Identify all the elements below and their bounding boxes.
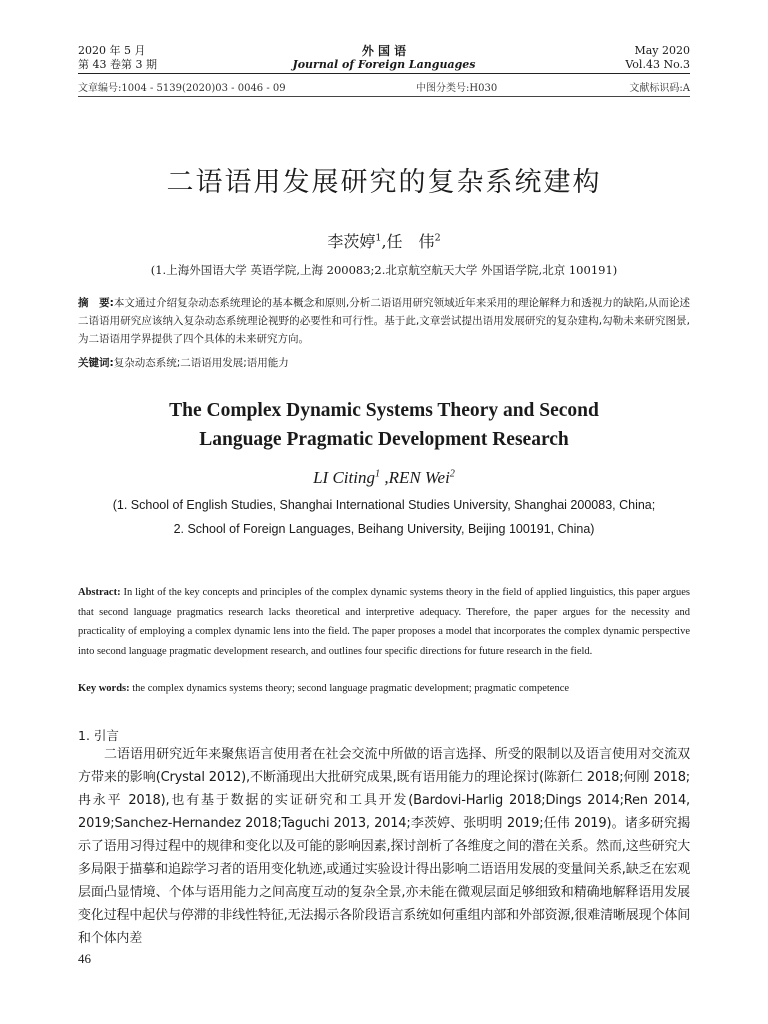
title-en-line-1: The Complex Dynamic Systems Theory and Second (169, 400, 599, 421)
author-1-en-sup: 1 (374, 468, 381, 480)
affiliation-en-line-1: (1. School of English Studies, Shanghai International Studies University, Shanghai 200083, China; (112, 498, 656, 512)
author-1-en: LI Citing (313, 468, 375, 487)
abstract-en-label: Abstract: (78, 587, 121, 598)
keywords-en (78, 683, 690, 694)
header-date-volume-en (625, 44, 690, 72)
running-header (78, 44, 690, 74)
keywords-en-text: the complex dynamics systems theory; second language pragmatic development; pragmatic competence (132, 683, 570, 694)
header-date-en: May 2020 (634, 44, 690, 57)
author-sep-en: , (384, 468, 389, 487)
article-number: 文章编号:1004 - 5139(2020)03 - 0046 - 09 (78, 83, 286, 94)
affiliation-en (0, 493, 768, 541)
author-2-en: REN Wei (388, 468, 450, 487)
classification-number: 中图分类号:H030 (416, 83, 498, 94)
abstract-en-text: In light of the key concepts and principles of the complex dynamic systems theory in the field of applied linguistics, this paper argues that second language pragmatics research lacks theoretical and interpretive adequacy. Therefore, the paper argues for the necessity and practicality of employing a complex dynamic lens into the field. The paper proposes a model that incorporates the complex dynamic perspective into second language pragmatic development research, and outlines four specific directions for future research in the field. (78, 587, 690, 657)
header-volume-en: Vol.43 No.3 (625, 58, 690, 71)
meta-rule (78, 96, 690, 97)
abstract-cn-label: 摘 要: (78, 297, 114, 309)
body-paragraph: 二语语用研究近年来聚焦语言使用者在社会交流中所做的语言选择、所受的限制以及语言使用对交流双方带来的影响(Crystal 2012),不断涌现出大批研究成果,既有语用能力的理论探讨(陈新仁 2018;何刚 2018;冉永平 2018),也有基于数据的实证研究和工具开发(Bardovi-Harlig 2018;Dings 2014;Ren 2014, 2019;Sanchez-Hernandez 2018;Taguchi 2013, 2014;李茨婷、张明明 2019;任伟 2019)。诸多研究揭示了语用习得过程中的规律和变化以及可能的影响因素,探讨剖析了各维度之间的潜在关系。然而,这些研究大多局限于描摹和追踪学习者的语用变化轨迹,或通过实验设计得出影响二语语用发展的变量间关系,缺乏在宏观层面凸显情境、个体与语用能力之间高度互动的复杂全景,亦未能在微观层面足够细致和精确地解释语用发展变化过程中起伏与停滞的非线性特征,无法揭示各阶段语言系统如何重组内部和外部资源,很难清晰展现个体间和个体内差 (78, 747, 690, 946)
title-en-line-2: Language Pragmatic Development Research (199, 429, 569, 450)
header-journal (78, 44, 690, 72)
header-date: 2020 年 5 月 (78, 44, 146, 57)
keywords-cn-label: 关键词: (78, 357, 114, 369)
header-volume: 第 43 卷第 3 期 (78, 58, 157, 71)
journal-name-en: Journal of Foreign Languages (292, 58, 476, 71)
keywords-cn-text: 复杂动态系统;二语语用发展;语用能力 (113, 357, 289, 369)
authors-cn (0, 229, 768, 252)
journal-name-cn: 外 国 语 (361, 44, 407, 58)
abstract-cn-text: 本文通过介绍复杂动态系统理论的基本概念和原则,分析二语语用研究领域近年来采用的理论解释力和透视力的缺陷,从而论述二语语用研究应该纳入复杂动态系统理论视野的必要性和可行性。基于此,文章尝试提出语用发展研究的复杂建构,勾勒未来研究图景,为二语语用学界提供了四个具体的未来研究方向。 (78, 297, 690, 345)
header-rule (78, 73, 690, 74)
author-1-cn-sup: 1 (375, 232, 382, 244)
abstract-en (78, 583, 690, 661)
authors-en (0, 468, 768, 488)
affiliation-en-line-2: 2. School of Foreign Languages, Beihang University, Beijing 100191, China) (173, 522, 595, 536)
author-2-cn: 任 伟 (386, 232, 435, 251)
affiliation-cn: (1.上海外国语大学 英语学院,上海 200083;2.北京航空航天大学 外国语学院,北京 100191) (150, 263, 618, 277)
page-number: 46 (78, 951, 91, 966)
document-code: 文献标识码:A (629, 83, 690, 94)
keywords-cn (78, 355, 690, 370)
author-sep-cn: , (381, 232, 387, 251)
title-en (0, 396, 768, 454)
author-1-cn: 李茨婷 (327, 232, 376, 251)
keywords-en-label: Key words: (78, 683, 130, 694)
abstract-cn (78, 294, 690, 348)
title-cn: 二语语用发展研究的复杂系统建构 (166, 167, 602, 198)
author-2-en-sup: 2 (449, 468, 455, 480)
author-2-cn-sup: 2 (434, 232, 441, 244)
body-text (78, 743, 690, 950)
section-heading: 1. 引言 (78, 728, 119, 743)
